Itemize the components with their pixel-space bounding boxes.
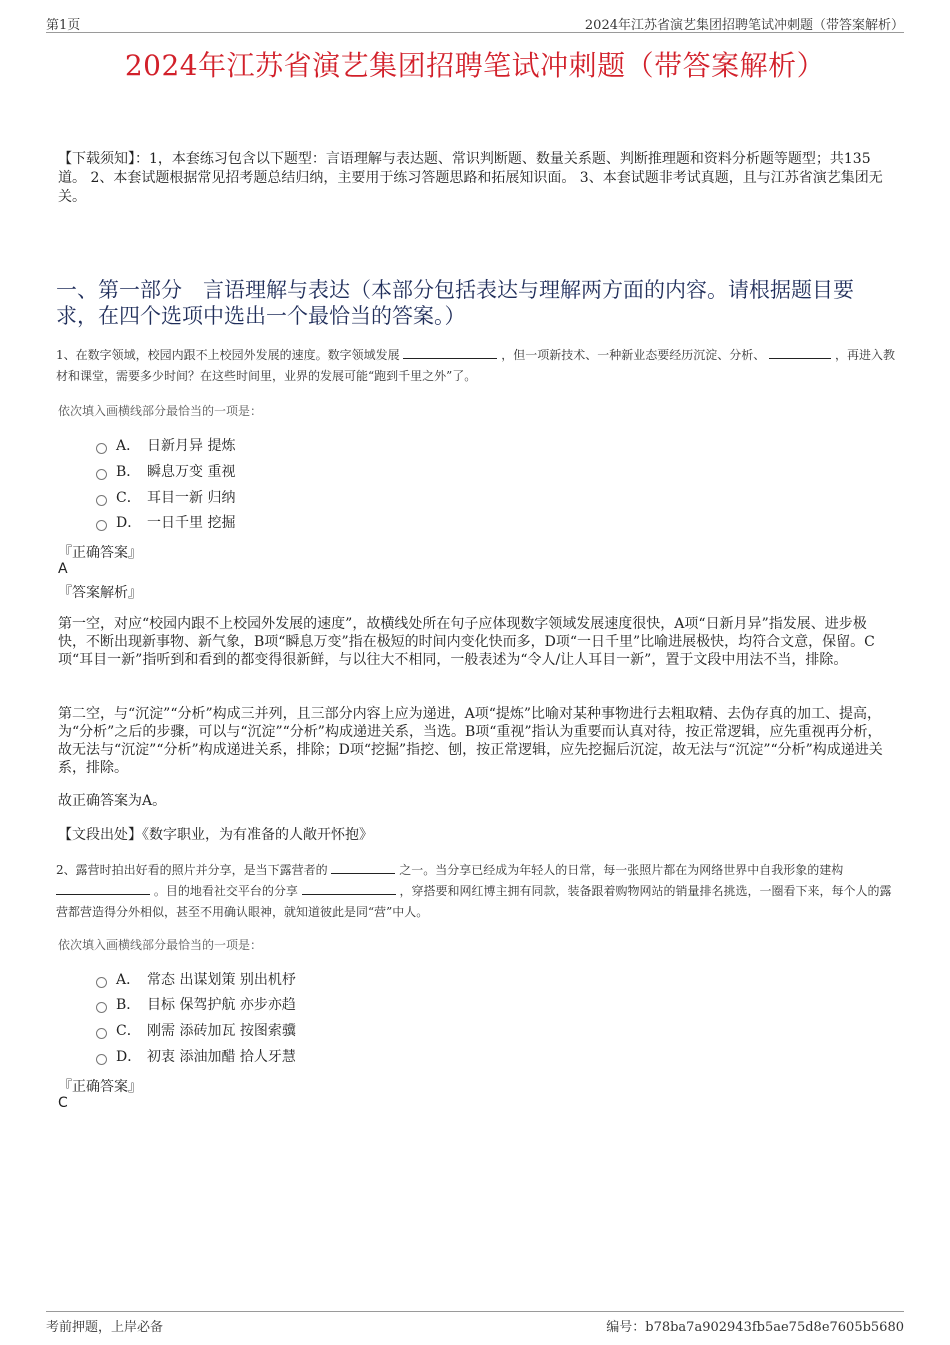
q2-option-d[interactable]: D． 初衷 添油加醋 拾人牙慧: [96, 1047, 296, 1067]
q1-text-b: ，但一项新技术、一种新业态要经历沉淀、分析、: [501, 348, 766, 362]
download-notice: 【下载须知】：1，本套练习包含以下题型：言语理解与表达题、常识判断题、数量关系题、判断推理题和资料分析题等题型；共135道。 2、本套试题根据常见招考题总结归纳，主要用于练习答题思路和拓展知识面。 3、本套试题非考试真题，且与江苏省演艺集团无关。: [58, 151, 883, 205]
radio-icon[interactable]: [96, 1028, 107, 1039]
q1-option-b[interactable]: B． 瞬息万变 重视: [96, 462, 235, 482]
q1-text-c: ，再进入教材和课堂，需要多少时间？在这些时间里，业界的发展可能“跑到千里之外”了。: [56, 348, 895, 383]
q2-option-c[interactable]: C． 刚需 添砖加瓦 按图索骥: [96, 1021, 296, 1041]
q1-conclusion: 故正确答案为A。: [58, 793, 167, 809]
q1-answer: A: [58, 561, 68, 577]
radio-icon[interactable]: [96, 443, 107, 454]
radio-icon[interactable]: [96, 977, 107, 988]
header-doc-title: 2024年江苏省演艺集团招聘笔试冲刺题（带答案解析）: [584, 18, 904, 33]
q1-option-a[interactable]: A． 日新月异 提炼: [96, 436, 235, 456]
q1-analysis-2: 第二空，与“沉淀”“分析”构成三并列，且三部分内容上应为递进，A项“提炼”比喻对某种事物进行去粗取精、去伪存真的加工、提高，为“分析”之后的步骤，可以与“沉淀”“分析”构成递进关系，当选。B项“重视”指认为重要而认真对待，按正常逻辑，应先重视再分析，故无法与“沉淀”“分析”构成递进关系，排除；D项“挖掘”指挖、刨，按正常逻辑，应先挖掘后沉淀，故无法与“沉淀”“分析”构成递进关系，排除。: [58, 706, 883, 776]
radio-icon[interactable]: [96, 495, 107, 506]
radio-icon[interactable]: [96, 1054, 107, 1065]
q1-answer-label: 『正确答案』: [58, 545, 142, 561]
q2-option-a[interactable]: A． 常态 出谋划策 别出机杼: [96, 970, 296, 990]
radio-icon[interactable]: [96, 469, 107, 480]
q1-option-d[interactable]: D． 一日千里 挖掘: [96, 513, 235, 533]
footer-slogan: 考前押题，上岸必备: [46, 1320, 164, 1335]
q2-blank-2: [56, 882, 150, 895]
document-title: 2024年江苏省演艺集团招聘笔试冲刺题（带答案解析）: [124, 49, 826, 82]
q1-prompt: 依次填入画横线部分最恰当的一项是：: [58, 404, 263, 418]
radio-icon[interactable]: [96, 1002, 107, 1013]
page-footer: [46, 1311, 904, 1334]
radio-icon[interactable]: [96, 520, 107, 531]
q2-answer: C: [58, 1095, 68, 1111]
page-number: 第1页: [46, 18, 81, 33]
q1-analysis-label: 『答案解析』: [58, 585, 142, 601]
q1-blank-2: [769, 346, 831, 359]
q1-blank-1: [403, 346, 497, 359]
q2-blank-3: [302, 882, 396, 895]
q1-option-c[interactable]: C． 耳目一新 归纳: [96, 488, 235, 508]
q2-text-d: ，穿搭要和网红博主拥有同款，装备跟着购物网站的销量排名挑选，一圈看下来，每个人的露营都营造得分外相似，甚至不用确认眼神，就知道彼此是同“营”中人。: [56, 884, 892, 919]
section-title: 一、第一部分 言语理解与表达（本部分包括表达与理解两方面的内容。请根据题目要求，在四个选项中选出一个最恰当的答案。）: [56, 278, 854, 328]
q2-blank-1: [331, 861, 395, 874]
q2-prompt: 依次填入画横线部分最恰当的一项是：: [58, 938, 263, 952]
q2-text-a: 2、露营时拍出好看的照片并分享，是当下露营者的: [56, 863, 328, 877]
q1-analysis-1: 第一空，对应“校园内跟不上校园外发展的速度”，故横线处所在句子应体现数字领域发展速度很快，A项“日新月异”指发展、进步极快，不断出现新事物、新气象，B项“瞬息万变”指在极短的时间内变化快而多，D项“一日千里”比喻进展极快，均符合文意，保留。C项“耳目一新”指听到和看到的都变得很新鲜，与以往大不相同，一般表述为“令人/让人耳目一新”，置于文段中用法不当，排除。: [58, 616, 875, 668]
question-1-stem: [56, 345, 898, 387]
q1-source: 【文段出处】《数字职业，为有准备的人敞开怀抱》: [58, 827, 373, 843]
footer-doc-id: 编号：b78ba7a902943fb5ae75d8e7605b5680: [606, 1320, 904, 1335]
question-2-stem: [56, 860, 898, 923]
q2-text-c: 。目的地看社交平台的分享: [153, 884, 298, 898]
page-header: [46, 12, 904, 33]
q2-answer-label: 『正确答案』: [58, 1079, 142, 1095]
q2-option-b[interactable]: B． 目标 保驾护航 亦步亦趋: [96, 995, 296, 1015]
q1-text-a: 1、在数字领域，校园内跟不上校园外发展的速度。数字领域发展: [56, 348, 400, 362]
q2-text-b: 之一。当分享已经成为年轻人的日常，每一张照片都在为网络世界中自我形象的建构: [399, 863, 844, 877]
